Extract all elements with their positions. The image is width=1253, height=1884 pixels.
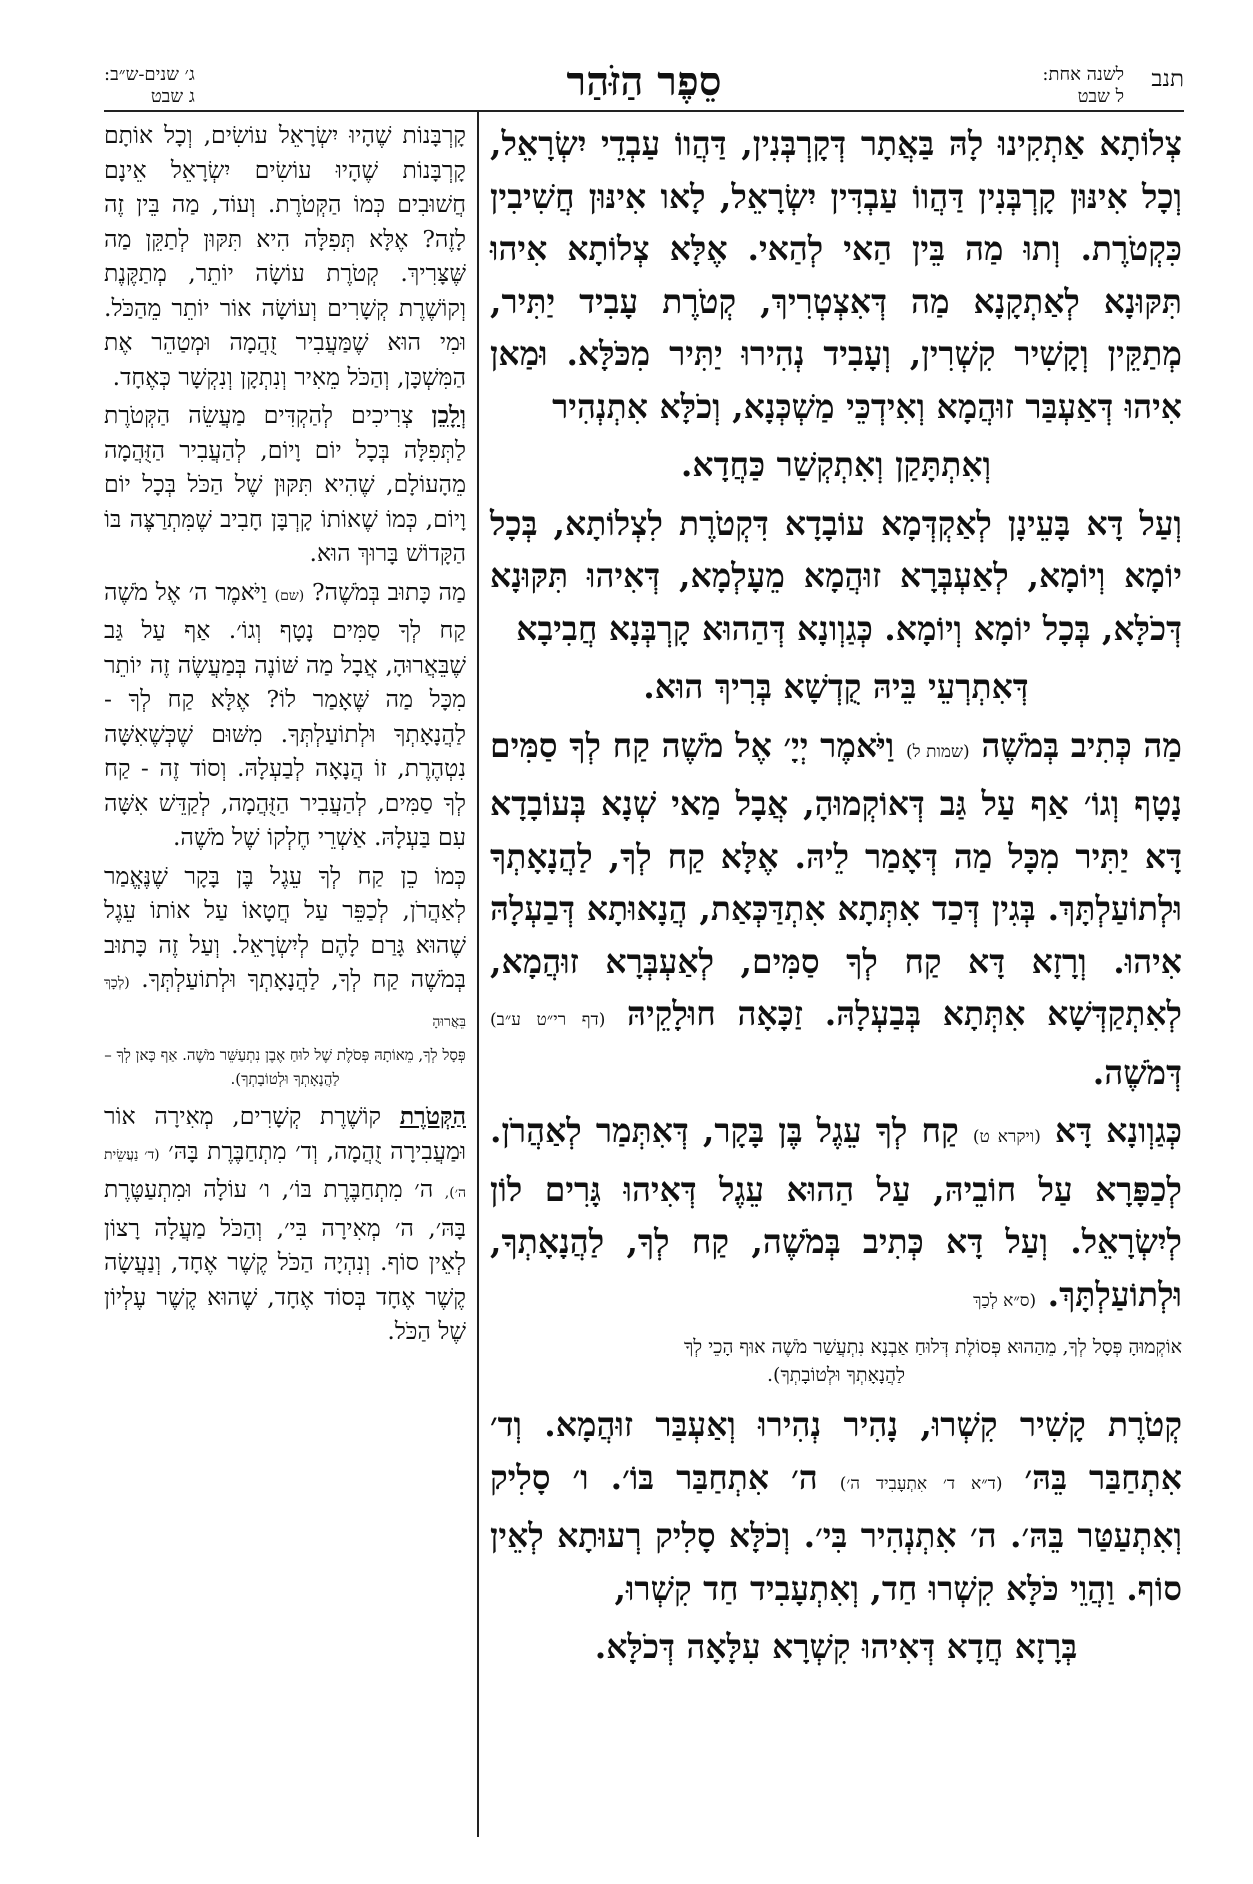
text: כְּגַוְונָא דָּא [1054, 1111, 1182, 1150]
text: כְּמוֹ כֵן קַח לְךָ עֵגֶל בֶּן בָּקָר שֶׁנֶּאֱמַר לְאַהֲרֹן, לְכַפֵּר עַל חֲטָאוֹ עַל אוֹתוֹ עֵגֶל שֶׁהוּא גָּרַם לָהֶם לְיִשְׂרָאֵל. וְעַל זֶה כָּתוּב בְּמֹשֶׁה קַח לְךָ, לַהֲנָאָתְךָ וּלְתוֹעַלְתְּךָ. [104, 861, 466, 993]
text: ה׳ מִתְחַבֶּרֶת בּוֹ׳, ו׳ עוֹלָה וּמִתְעַטֶּרֶת בָּהּ׳, ה׳ מְאִירָה בִּי׳, וְהַכֹּל מַעֲלָה רָצוֹן לְאֵין סוֹף. וְנִהְיָה הַכֹּל קֶשֶׁר אֶחָד, וְנַעֲשָׂה קֶשֶׁר אֶחָד בְּסוֹד אֶחָד, שֶׁהוּא קֶשֶׁר עֶלְיוֹן שֶׁל הַכֹּל. [104, 1175, 466, 1345]
text: וַיֹּאמֶר ה׳ אֶל מֹשֶׁה קַח לְךָ סַמִּים נָטָף וְגוֹ׳. אַף עַל גַּב שֶׁבֵּאֲרוּהָ, אֲבָל מַה שּׁוֹנֶה בְּמַעֲשֶׂה זֶה יוֹתֵר מִכָּל מַה שֶּׁאָמַר לוֹ? אֶלָּא קַח לְךָ - לַהֲנָאָתְךָ וּלְתוֹעַלְתְּךָ. מִשּׁוּם שֶׁכְּשֶׁאִשָּׁה נִטְהֶרֶת, זוֹ הֲנָאָה לְבַעְלָהּ. וְסוֹד זֶה - קַח לְךָ סַמִּים, לְהַעֲבִיר הַזֻּהֲמָה, לְקַדֵּשׁ אִשָּׁה עִם בַּעְלָהּ. אַשְׁרֵי חֶלְקוֹ שֶׁל מֹשֶׁה. [104, 577, 466, 851]
paragraph [104, 398, 466, 571]
variant-note [490, 1333, 1182, 1389]
paragraph-end: וְאִתְתָּקַן וְאִתְקְשַׁר כַּחֲדָא. [680, 445, 992, 484]
paragraph [490, 720, 1182, 1100]
text: ה׳ אִתְחַבַּר בּוֹ׳. ו׳ סָלִיק וְאִתְעַטַּר בֵּהּ׳. ה׳ אִתְנְהִיר בִּי׳. וְכֹלָּא סָלִיק רְעוּתָא לְאֵין סוֹף. וַהֲוֵי כֹּלָּא קִשְׁרוּ חַד, וְאִתְעָבִיד חַד קִשְׁרוּ, [490, 1457, 1182, 1608]
paragraph [104, 575, 466, 855]
source-reference: (שם) [274, 587, 305, 604]
text: מַה כְּתִיב בְּמֹשֶׁה [981, 725, 1182, 765]
schedule-date: ג שבט [150, 86, 195, 107]
paragraph-end: דְּאִתְרְעֵי בֵּיהּ קֻדְשָׁא בְּרִיךְ הוּא. [643, 667, 1029, 706]
column-divider [477, 112, 479, 1837]
header-divider [104, 110, 1184, 112]
folio-reference: (דף רי״ט ע״ב) [490, 1010, 606, 1030]
paragraph [104, 859, 466, 1040]
daily-schedule-three-years [104, 64, 195, 108]
text: קַח לְךָ עֵגֶל בֶּן בָּקָר, דְּאִתְּמַר לְאַהֲרֹן. לְכַפָּרָא עַל חוֹבֵיהּ, עַל הַהוּא עֵגֶל דְּאִיהוּ גָּרִים לוֹן לְיִשְׂרָאֵל. וְעַל דָּא כְּתִיב בְּמֹשֶׁה, קַח לְךָ, לַהֲנָאָתְךָ, וּלְתוֹעַלְתָּךְ. [490, 1111, 1182, 1314]
text: צְרִיכִים לְהַקְדִּים מַעֲשֵׂה הַקְּטֹרֶת לַתְּפִלָּה בְּכָל יוֹם וָיוֹם, לְהַעֲבִיר הַזֻּהֲמָה מֵהָעוֹלָם, שֶׁהִיא תִּקּוּן שֶׁל הַכֹּל בְּכָל יוֹם וָיוֹם, כְּמוֹ שֶׁאוֹתוֹ קָרְבָּן חָבִיב שֶׁמִּתְרַצֶּה בּוֹ הַקָּדוֹשׁ בָּרוּךְ הוּא. [104, 401, 466, 567]
page-header [104, 60, 1184, 110]
source-reference: (שמות ל) [905, 741, 970, 762]
note-text: פְּסָל לְךָ, מֵאוֹתָהּ פְּסֹלֶת שֶׁל לוּחַ אֶבֶן נִתְעַשֵּׁר מֹשֶׁה. אַף כָּאן לְךָ – לַהֲנָאָתְךָ וּלְטוֹבָתְךָ). [104, 1046, 466, 1088]
opening-word: הַקְּטֹרֶת [399, 1102, 466, 1130]
zohar-text-column [490, 118, 1182, 1680]
paragraph [490, 1399, 1182, 1615]
schedule-date: ל שבט [1077, 86, 1124, 107]
book-title: סֵפֶר הַזֹּהַר [566, 58, 722, 105]
paragraph-end: בְּרָזָא חֲדָא דְּאִיהוּ קִשְׁרָא עִלָּאָה דְּכֹלָּא. [594, 1627, 1078, 1666]
source-reference: (ויקרא ט) [972, 1127, 1041, 1147]
note-text: אוֹקְמוּהָ פְּסָל לְךָ, מֵהַהוּא פְּסוֹלֶת דְּלוּחַ אַבְנָא נִתְעֲשַׁר מֹשֶׁה אוּף הָכֵי לְךָ [683, 1336, 1182, 1358]
paragraph: צְלוֹתָא אַתְקִינוּ לָהּ בַּאֲתָר דְּקָרְבְּנִין, דַּהֲווֹ עַבְדֵי יִשְׂרָאֵל, וְכָל אִינּוּן קָרְבְּנִין דַּהֲווֹ עַבְדִּין יִשְׂרָאֵל, לָאו אִינּוּן חֲשִׁיבִין כִּקְטֹרֶת. וְתוּ מַה בֵּין הַאי לְהַאי. אֶלָּא צְלוֹתָא אִיהוּ תִּקּוּנָא לְאַתְקָנָא מַה דְּאִצְטְרִיךְ, קְטֹרֶת עָבִיד יַתִּיר, מְתַקֵּין וְקָשִׁיר קִשְׁרִין, וְעָבִיד נְהִירוּ יַתִּיר מִכֹּלָּא. וּמַאן אִיהוּ דְּאַעְבַּר זוּהֲמָא וְאִידְכֵּי מַשְׁכְּנָא, וְכֹלָּא אִתְנְהִיר [490, 124, 1182, 426]
text: דְּמֹשֶׁה. [1092, 1052, 1182, 1092]
variant-reference: (ד׳ נַעֲשֵׂית ה׳), [104, 1146, 466, 1201]
text: מַה כָּתוּב בְּמֹשֶׁה? [311, 577, 466, 606]
variant-reference: (ס״א לְכַךְ [973, 1290, 1037, 1311]
text: וַיֹּאמֶר יְיָ׳ אֶל מֹשֶׁה קַח לְךָ סַמִּים נָטָף וְגוֹ׳ אַף עַל גַּב דְּאוֹקְמוּהָ, אֲבָל מַאי שְׁנָא בְּעוֹבָדָא דָּא יַתִּיר מִכָּל מַה דְּאָמַר לֵיהּ. אֶלָּא קַח לְךָ, לַהֲנָאָתְךָ וּלְתוֹעַלְתָּךְ. בְּגִין דְּכַד אִתְּתָא אִתְדַּכְּאַת, הֲנָאוּתָא דְּבַעְלָהּ אִיהוּ. וְרָזָא דָּא קַח לְךָ סַמִּים, לְאַעְבְּרָא זוּהֲמָא, לְאִתְקַדְּשָׁא אִתְּתָא בְּבַעְלָהּ. זַכָּאָה חוּלָקֵיהּ [490, 725, 1182, 1033]
variant-note [104, 1043, 466, 1091]
paragraph [104, 1099, 466, 1349]
paragraph: קָרְבָּנוֹת שֶׁהָיוּ יִשְׂרָאֵל עוֹשִׂים, וְכָל אוֹתָם קָרְבָּנוֹת שֶׁהָיוּ עוֹשִׂים יִשְׂרָאֵל אֵינָם חֲשׁוּבִים כְּמוֹ הַקְּטֹרֶת. וְעוֹד, מַה בֵּין זֶה לָזֶה? אֶלָּא תְּפִלָּה הִיא תִּקּוּן לְתַקֵּן מַה שֶּׁצָּרִיךְ. קְטֹרֶת עוֹשָׂה יוֹתֵר, מְתַקֶּנֶת וְקוֹשֶׁרֶת קְשָׁרִים וְעוֹשָׂה אוֹר יוֹתֵר מֵהַכֹּל. וּמִי הוּא שֶׁמַּעֲבִיר זֻהֲמָה וּמְטַהֵר אֶת הַמִּשְׁכָּן, וְהַכֹּל מֵאִיר וְנִתְקָן וְנִקְשָׁר כְּאֶחָד. [104, 121, 466, 391]
note-end: לַהֲנָאָתְךָ וּלְטוֹבָתְךָ). [767, 1364, 905, 1386]
paragraph: וְעַל דָּא בָּעֵינָן לְאַקְדְּמָא עוֹבָדָא דִּקְטֹרֶת לִצְלוֹתָא, בְּכָל יוֹמָא וְיוֹמָא, לְאַעְבְּרָא זוּהֲמָא מֵעָלְמָא, דְּאִיהוּ תִּקּוּנָא דְּכֹלָּא, בְּכָל יוֹמָא וְיוֹמָא. כְּגַוְונָא דְּהַהוּא קָרְבְּנָא חֲבִיבָא [490, 503, 1182, 648]
text: קוֹשֶׁרֶת קְשָׁרִים, מְאִירָה אוֹר וּמַעֲבִירָה זֻהֲמָה, וְד׳ מִתְחַבֶּרֶת בָּהּ׳ [104, 1102, 466, 1165]
text: קְטֹרֶת קָשִׁיר קִשְׁרוּ, נָהִיר נְהִירוּ וְאַעְבַּר זוּהֲמָא. וְד׳ אִתְחַבַּר בֵּהּ׳ [490, 1405, 1183, 1497]
schedule-label: ג׳ שנים-ש״ב: [104, 64, 195, 85]
hebrew-translation-column [104, 118, 466, 1353]
variant-reference: (ד״א ד׳ אִתְעָבִיד ה׳) [839, 1473, 1003, 1494]
paragraph [490, 1105, 1182, 1327]
opening-word: וְלָכֵן [431, 401, 466, 429]
page-number: תנב [1151, 66, 1184, 92]
schedule-label: לשנה אחת: [1042, 64, 1124, 85]
variant-reference: (לְכָךְ בֵּאֲרוּהָ [104, 975, 466, 1030]
